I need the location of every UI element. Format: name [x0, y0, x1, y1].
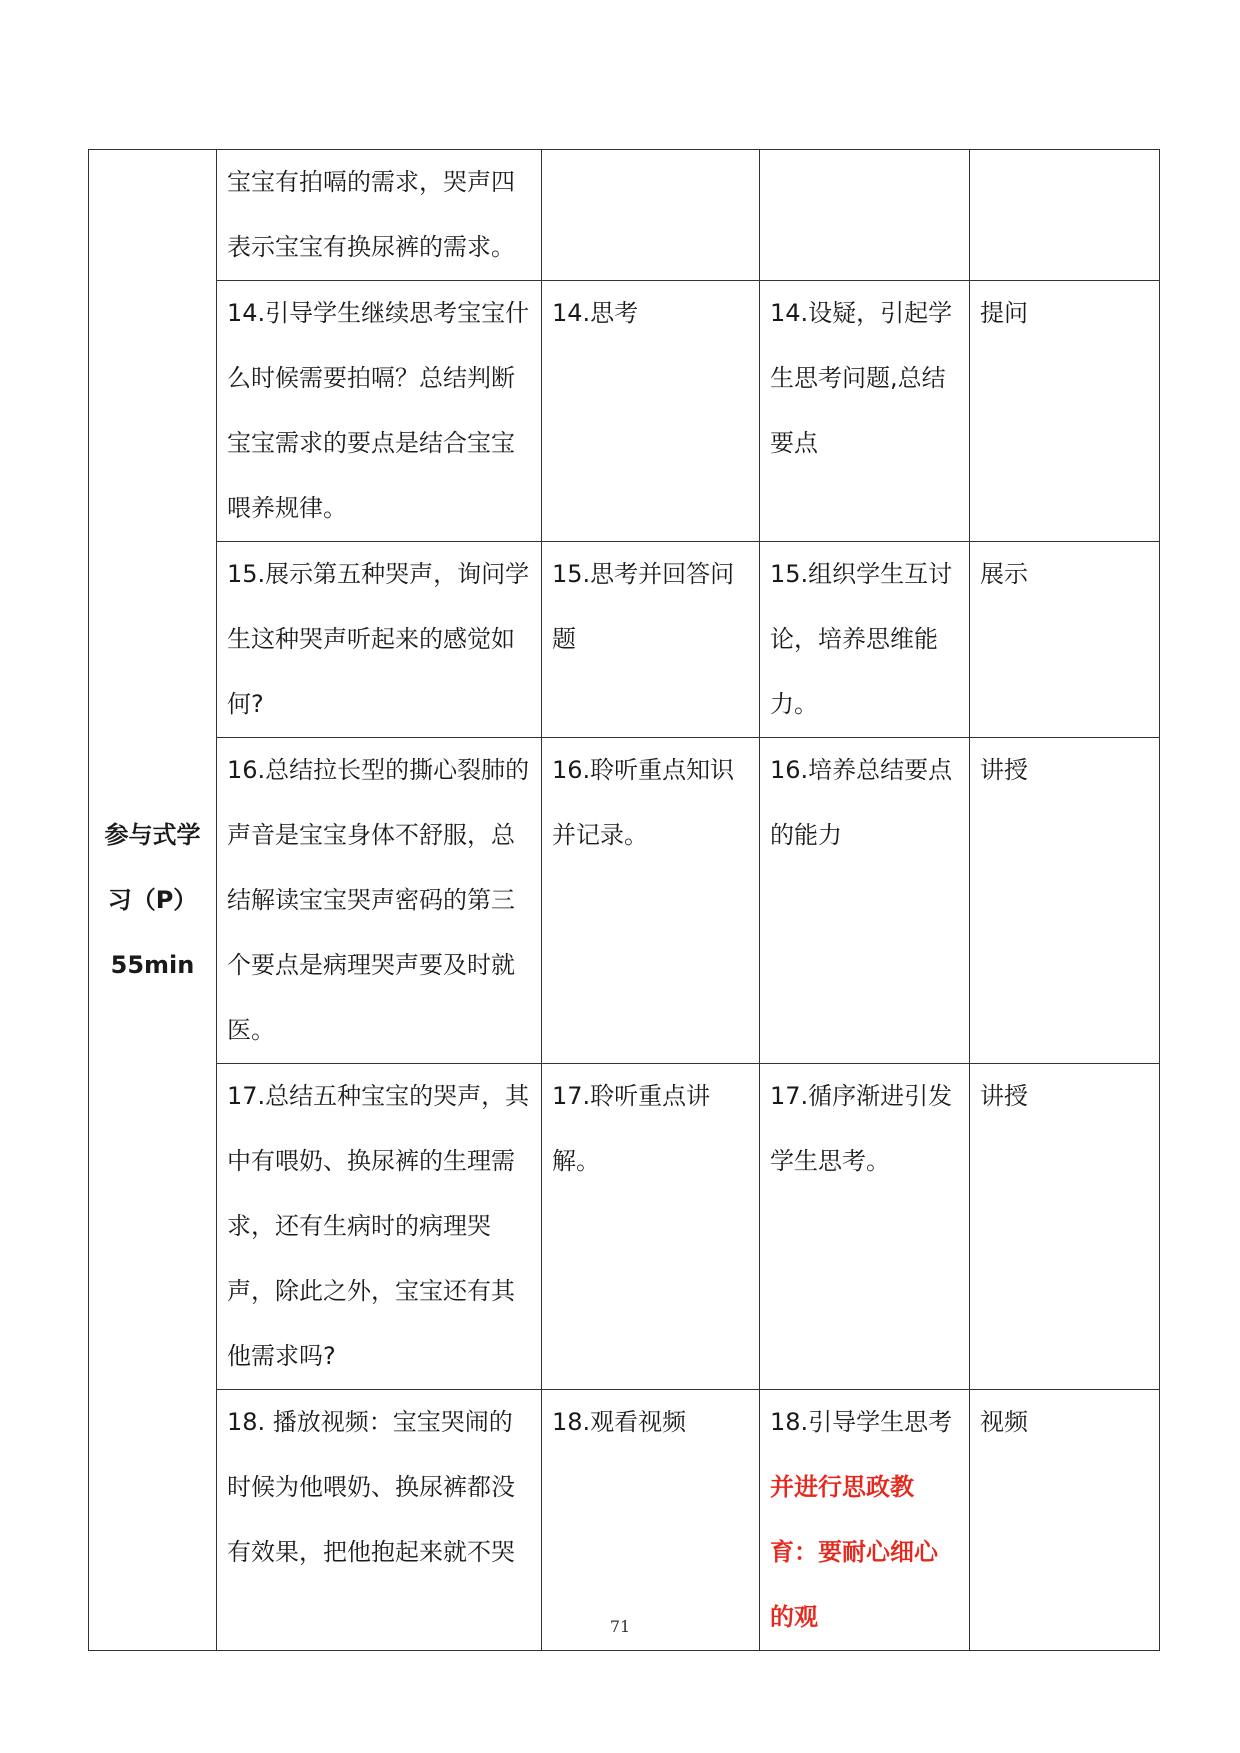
teaching-method: 讲授 — [980, 756, 1028, 784]
method-cell — [970, 150, 1160, 281]
method-cell — [970, 1064, 1160, 1390]
student-activity-cell — [542, 281, 760, 542]
table-row — [89, 1390, 1160, 1651]
teacher-activity-cell — [217, 150, 542, 281]
teaching-method: 讲授 — [980, 1082, 1028, 1110]
design-intent: 18.引导学生思考 — [770, 1408, 953, 1436]
student-activity: 15.思考并回答问题 — [552, 560, 735, 653]
design-intent-cell — [760, 1390, 970, 1651]
design-intent: 15.组织学生互讨论，培养思维能力。 — [770, 560, 953, 718]
student-activity-cell — [542, 150, 760, 281]
student-activity-cell — [542, 542, 760, 738]
student-activity: 16.聆听重点知识并记录。 — [552, 756, 735, 849]
teacher-activity: 14.引导学生继续思考宝宝什么时候需要拍嗝？总结判断宝宝需求的要点是结合宝宝喂养规律。 — [227, 299, 530, 522]
design-intent-cell — [760, 281, 970, 542]
phase-line-1: 参与式学 — [104, 820, 201, 849]
student-activity-cell — [542, 1064, 760, 1390]
teacher-activity-cell — [217, 1390, 542, 1651]
lesson-plan-table — [88, 149, 1160, 1651]
design-intent-cell — [760, 542, 970, 738]
teaching-method: 视频 — [980, 1408, 1028, 1436]
teaching-method: 展示 — [980, 560, 1028, 588]
teacher-activity-cell — [217, 738, 542, 1064]
teacher-activity: 17.总结五种宝宝的哭声，其中有喂奶、换尿裤的生理需求，还有生病时的病理哭声，除此之外，宝宝还有其他需求吗? — [227, 1082, 530, 1370]
design-intent-cell — [760, 150, 970, 281]
teacher-activity: 16.总结拉长型的撕心裂肺的声音是宝宝身体不舒服，总结解读宝宝哭声密码的第三个要点是病理哭声要及时就医。 — [227, 756, 530, 1044]
table-row — [89, 281, 1160, 542]
table-row — [89, 1064, 1160, 1390]
phase-cell — [89, 150, 217, 1651]
teacher-activity-cell — [217, 1064, 542, 1390]
table-row — [89, 150, 1160, 281]
phase-line-2: 习（P） — [107, 885, 198, 914]
table-row — [89, 542, 1160, 738]
teacher-activity: 18. 播放视频：宝宝哭闹的时候为他喂奶、换尿裤都没有效果，把他抱起来就不哭 — [227, 1408, 515, 1566]
page-number: 71 — [609, 1617, 631, 1636]
teacher-activity-cell — [217, 542, 542, 738]
method-cell — [970, 281, 1160, 542]
student-activity-cell — [542, 738, 760, 1064]
teacher-activity: 宝宝有拍嗝的需求，哭声四表示宝宝有换尿裤的需求。 — [227, 168, 515, 261]
method-cell — [970, 738, 1160, 1064]
student-activity: 14.思考 — [552, 299, 639, 327]
ideological-education-emphasis: 并进行思政教育：要耐心细心的观 — [770, 1473, 938, 1631]
phase-line-3: 55min — [110, 950, 195, 979]
design-intent: 16.培养总结要点的能力 — [770, 756, 953, 849]
student-activity: 17.聆听重点讲解。 — [552, 1082, 711, 1175]
teacher-activity: 15.展示第五种哭声，询问学生这种哭声听起来的感觉如何? — [227, 560, 530, 718]
design-intent-cell — [760, 738, 970, 1064]
student-activity-cell — [542, 1390, 760, 1651]
method-cell — [970, 1390, 1160, 1651]
design-intent: 14.设疑，引起学生思考问题,总结要点 — [770, 299, 953, 457]
student-activity: 18.观看视频 — [552, 1408, 687, 1436]
design-intent-cell — [760, 1064, 970, 1390]
table-row — [89, 738, 1160, 1064]
method-cell — [970, 542, 1160, 738]
teacher-activity-cell — [217, 281, 542, 542]
teaching-method: 提问 — [980, 299, 1028, 327]
design-intent: 17.循序渐进引发学生思考。 — [770, 1082, 953, 1175]
